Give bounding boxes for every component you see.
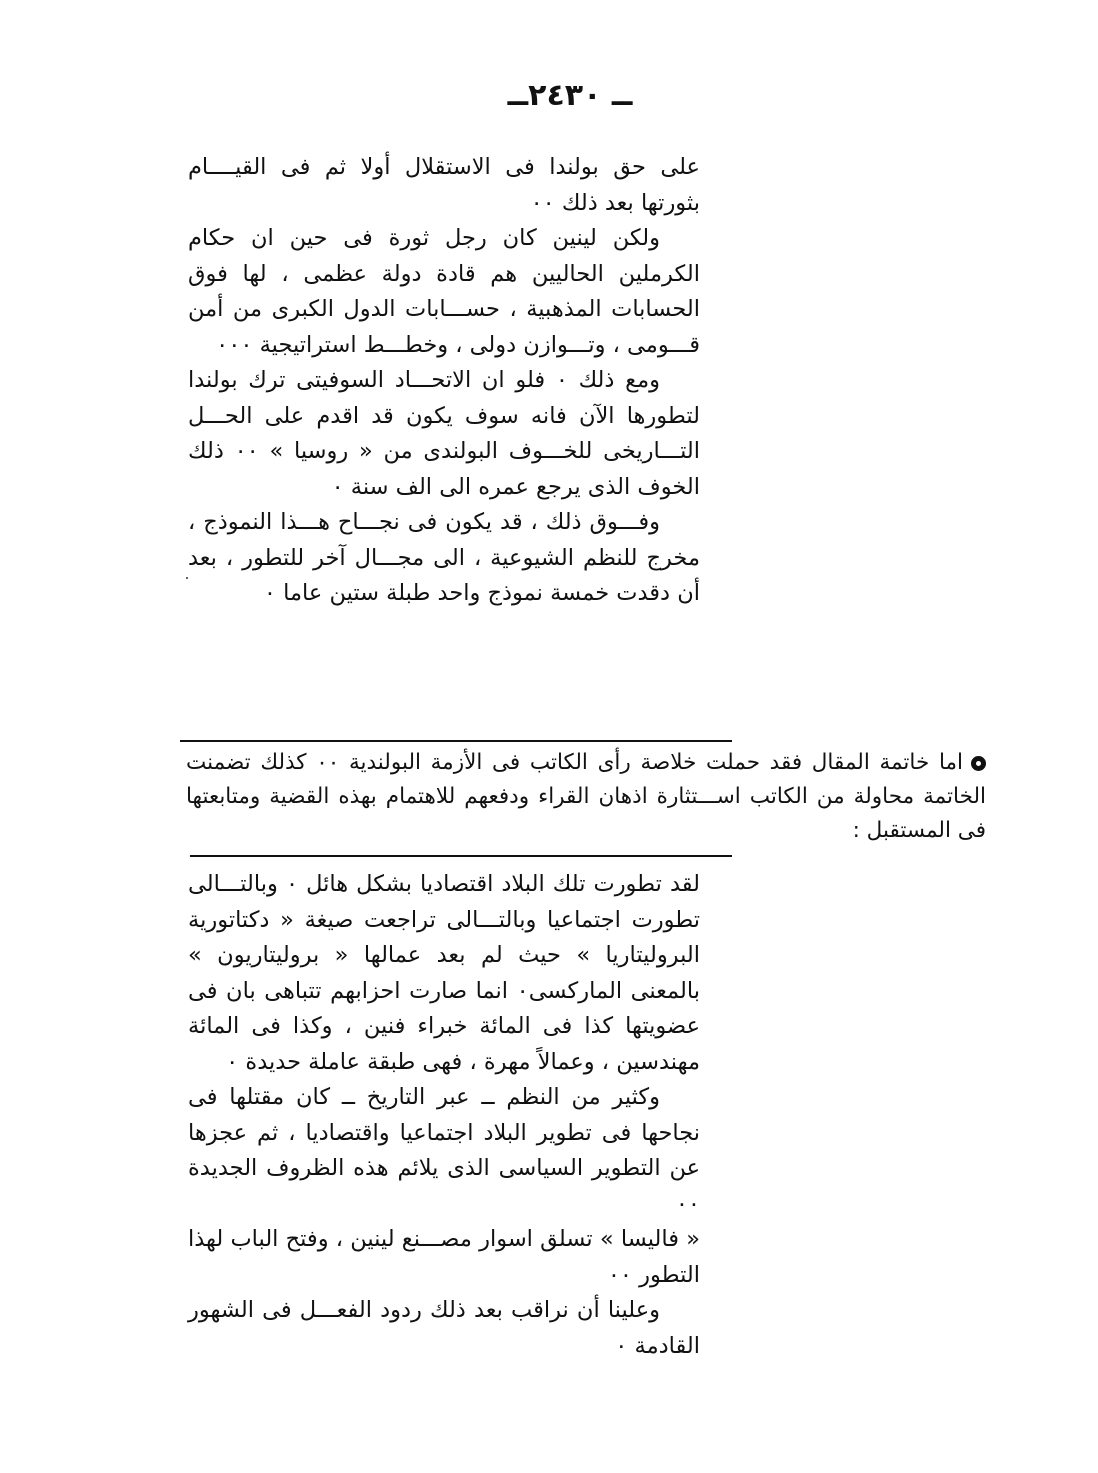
paragraph: « فاليسا » تسلق اسوار مصـــنع لينين ، وفتح الباب لهذا التطور ٠٠ xyxy=(188,1226,700,1288)
summary-text: اما خاتمة المقال فقد حملت خلاصة رأى الكاتب فى الأزمة البولندية ٠٠ كذلك تضمنت الخاتمة محاولة من الكاتب اســـتثارة اذهان القراء ودفعهم للاهتمام بهذه القضية ومتابعتها فى المستقبل : xyxy=(186,750,986,843)
paragraph: لقد تطورت تلك البلاد اقتصاديا بشكل هائل ٠ وبالتـــالى تطورت اجتماعيا وبالتـــالى تراجعت صيغة « دكتاتورية البروليتاريا » حيث لم بعد عمالها « بروليتاريون » بالمعنى الماركسى٠ انما صارت احزابهم تتباهى بان فى عضويتها كذا فى المائة خبراء فنين ، وكذا فى المائة مهندسين ، وعمالاً مهرة ، فهى طبقة عاملة حديدة ٠ xyxy=(188,871,701,1075)
paragraph: وكثير من النظم ــ عبر التاريخ ــ كان مقتلها فى نجاحها فى تطوير البلاد اجتماعيا واقتصاديا ، ثم عجزها عن التطوير السياسى الذى يلائم هذه الظروف الجديدة ٠٠ xyxy=(188,1084,700,1217)
divider-top xyxy=(180,740,732,742)
bullet-circle-icon xyxy=(971,756,986,771)
summary-paragraph xyxy=(186,746,986,848)
article-column-top xyxy=(188,150,700,612)
paragraph: ومع ذلك ٠ فلو ان الاتحـــاد السوفيتى ترك بولندا لتطورها الآن فانه سوف يكون قد اقدم على الحـــل التـــاريخى للخـــوف البولندى من « روسيا » ٠٠ ذلك الخوف الذى يرجع عمره الى الف سنة ٠ xyxy=(188,367,700,500)
paragraph: وفـــوق ذلك ، قد يكون فى نجـــاح هـــذا النموذج ، مخرج للنظم الشيوعية ، الى مجـــال آخر للتطور ، بعد أن دقدت خمسة نموذج واحد طبلة ستين عاما ٠ xyxy=(188,509,700,606)
editor-summary xyxy=(186,746,986,848)
article-column-bottom xyxy=(188,867,700,1364)
paragraph: على حق بولندا فى الاستقلال أولا ثم فى القيــــام بثورتها بعد ذلك ٠٠ xyxy=(188,154,700,216)
page-number: ــ ٢٤٣٠ــ xyxy=(507,78,633,113)
paragraph: وعلينا أن نراقب بعد ذلك ردود الفعـــل فى الشهور القادمة ٠ xyxy=(188,1297,700,1359)
scan-speck xyxy=(186,577,188,579)
paragraph: ولكن لينين كان رجل ثورة فى حين ان حكام الكرملين الحاليين هم قادة دولة عظمى ، لها فوق الحسابات المذهبية ، حســـابات الدول الكبرى من أمن قـــومى ، وتـــوازن دولى ، وخطـــط استراتيجية ٠٠٠ xyxy=(188,225,700,358)
divider-bottom xyxy=(190,855,732,857)
